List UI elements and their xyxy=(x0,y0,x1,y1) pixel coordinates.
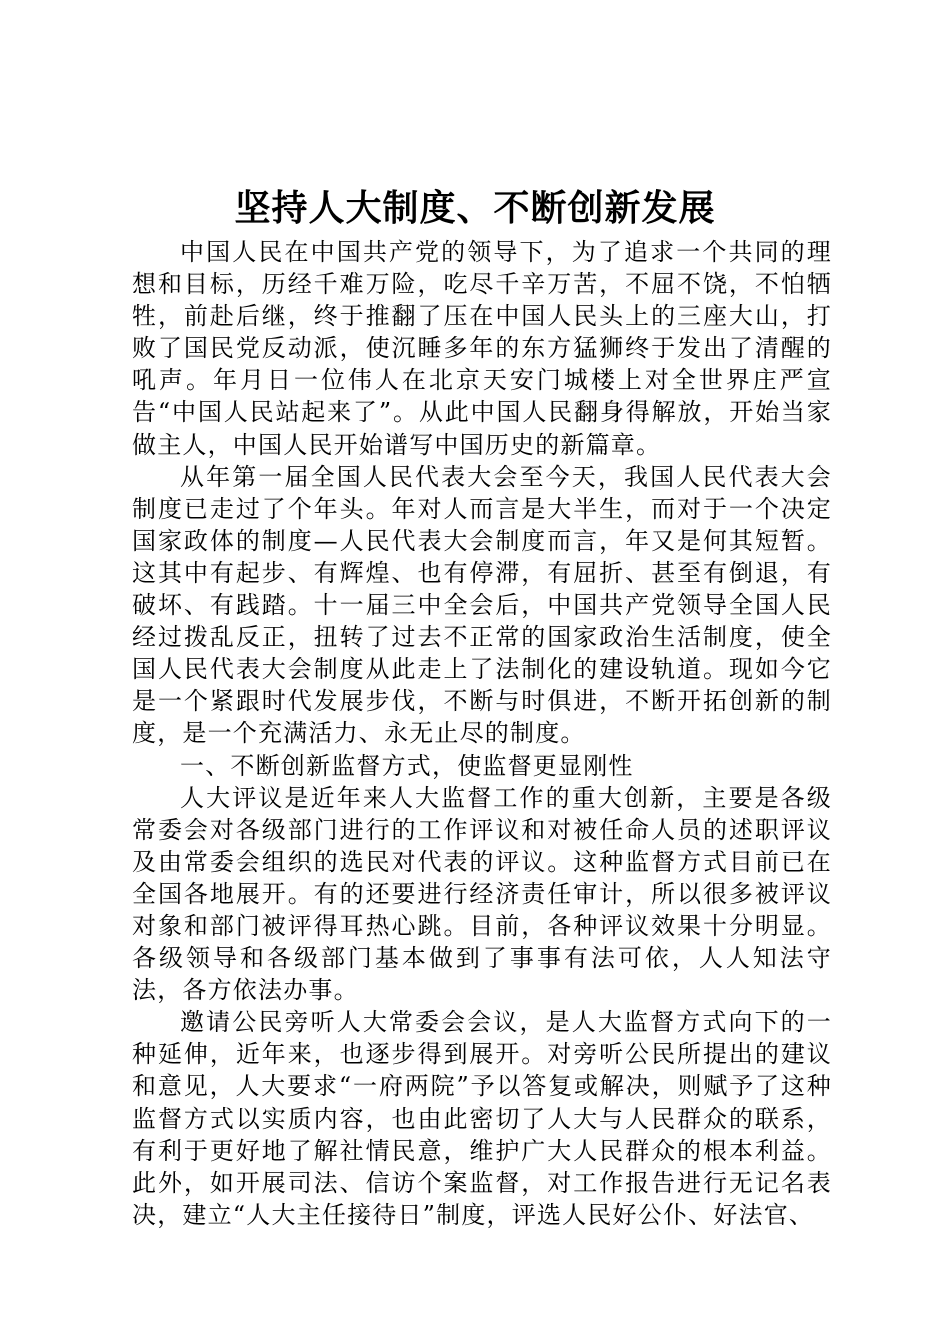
paragraph-evaluation: 人大评议是近年来人大监督工作的重大创新，主要是各级常委会对各级部门进行的工作评议和对被任命人员的述职评议及由常委会组织的选民对代表的评议。这种监督方式目前已在全国各地展开。有的还要进行经济责任审计，所以很多被评议对象和部门被评得耳热心跳。目前，各种评议效果十分明显。各级领导和各级部门基本做到了事事有法可依，人人知法守法，各方依法办事。 xyxy=(132,783,832,1005)
document-title: 坚持人大制度、不断创新发展 xyxy=(234,187,716,229)
paragraph-history: 从年第一届全国人民代表大会至今天，我国人民代表大会制度已走过了个年头。年对人而言是大半生，而对于一个决定国家政体的制度—人民代表大会制度而言，年又是何其短暂。这其中有起步、有辉煌、也有停滞，有屈折、甚至有倒退，有破坏、有践踏。十一届三中全会后，中国共产党领导全国人民经过拨乱反正，扭转了过去不正常的国家政治生活制度，使全国人民代表大会制度从此走上了法制化的建设轨道。现如今它是一个紧跟时代发展步伐，不断与时俱进，不断开拓创新的制度，是一个充满活力、永无止尽的制度。 xyxy=(132,462,832,748)
paragraph-public-hearing: 邀请公民旁听人大常委会会议，是人大监督方式向下的一种延伸，近年来，也逐步得到展开。对旁听公民所提出的建议和意见，人大要求“一府两院”予以答复或解决，则赋予了这种监督方式以实质内容，也由此密切了人大与人民群众的联系，有利于更好地了解社情民意，维护广大人民群众的根本利益。此外，如开展司法、信访个案监督，对工作报告进行无记名表决，建立“人大主任接待日”制度，评选人民好公仆、好法官、 xyxy=(132,1008,832,1229)
paragraph-intro: 中国人民在中国共产党的领导下，为了追求一个共同的理想和目标，历经千难万险，吃尽千辛万苦，不屈不饶，不怕牺牲，前赴后继，终于推翻了压在中国人民头上的三座大山，打败了国民党反动派，使沉睡多年的东方猛狮终于发出了清醒的吼声。年月日一位伟人在北京天安门城楼上对全世界庄严宣告“中国人民站起来了”。从此中国人民翻身得解放，开始当家做主人，中国人民开始谱写中国历史的新篇章。 xyxy=(132,238,832,459)
document-body xyxy=(132,236,832,1231)
section-heading: 一、不断创新监督方式，使监督更显刚性 xyxy=(180,751,634,780)
